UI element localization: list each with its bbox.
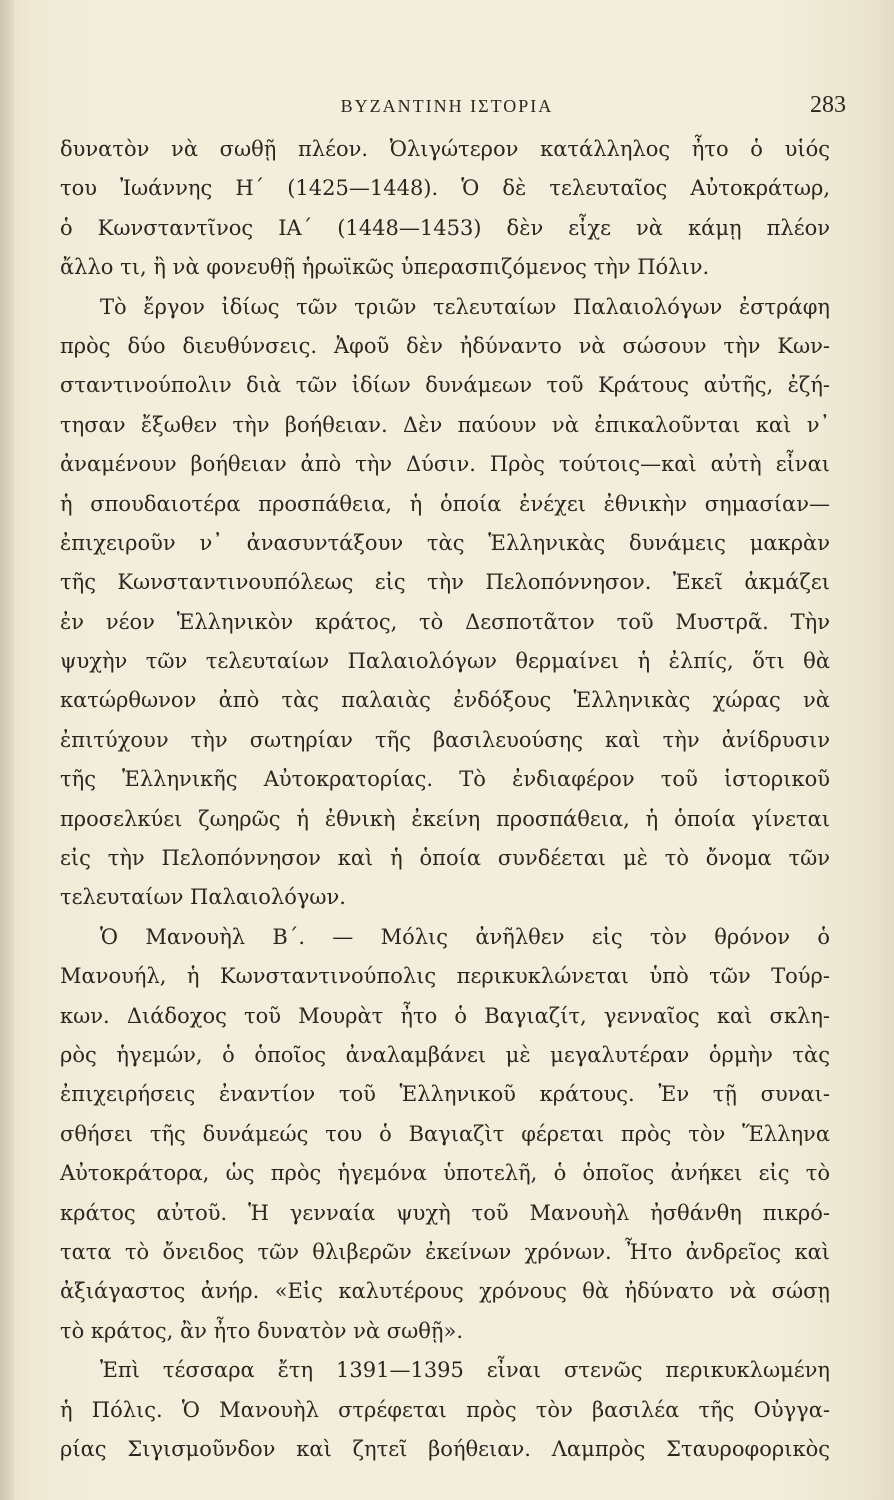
text-line: ἐπιχειροῦν ν᾽ ἀνασυντάξουν τὰς Ἑλληνικὰς δυνάμεις μακρὰν — [60, 530, 830, 555]
text-line: εἰς τὴν Πελοπόννησον καὶ ἡ ὁποία συνδέεται μὲ τὸ ὄνομα τῶν — [60, 846, 830, 871]
text-line: ἐπιτύχουν τὴν σωτηρίαν τῆς βασιλευούσης καὶ τὴν ἀνίδρυσιν — [60, 727, 830, 752]
text-line: Αὐτοκράτορα, ὡς πρὸς ἡγεμόνα ὑποτελῆ, ὁ ὁποῖος ἀνήκει εἰς τὸ — [60, 1161, 830, 1186]
text-line: τῆς Ἑλληνικῆς Αὐτοκρατορίας. Τὸ ἐνδιαφέρον τοῦ ἱστορικοῦ — [60, 767, 830, 792]
book-spine-shadow — [0, 0, 14, 1500]
text-line: προσελκύει ζωηρῶς ἡ ἐθνικὴ ἐκείνη προσπάθεια, ἡ ὁποία γίνεται — [60, 806, 830, 831]
running-title: ΒΥΖΑΝΤΙΝΗ ΙΣΤΟΡΙΑ — [340, 96, 554, 116]
text-line: του Ἰωάννης Η΄ (1425—1448). Ὁ δὲ τελευταῖος Αὐτοκράτωρ, — [60, 176, 830, 201]
paragraph-start-line: Ἐπὶ τέσσαρα ἔτη 1391—1395 εἶναι στενῶς περικυκλωμένη — [100, 1358, 830, 1383]
text-line: Μανουήλ, ἡ Κωνσταντινούπολις περικυκλώνεται ὑπὸ τῶν Τούρ- — [60, 964, 830, 989]
text-line: ἡ Πόλις. Ὁ Μανουὴλ στρέφεται πρὸς τὸν βασιλέα τῆς Οὐγγα- — [60, 1397, 830, 1422]
text-line: σταντινούπολιν διὰ τῶν ἰδίων δυνάμεων τοῦ Κράτους αὐτῆς, ἐζή- — [60, 373, 830, 398]
text-line: σθήσει τῆς δυνάμεώς του ὁ Βαγιαζὶτ φέρεται πρὸς τὸν Ἕλληνα — [60, 1121, 830, 1146]
body-text — [60, 130, 830, 1469]
text-line: ρίας Σιγισμοῦνδον καὶ ζητεῖ βοήθειαν. Λαμπρὸς Σταυροφορικὸς — [60, 1436, 830, 1461]
paragraph-start-line: Τὸ ἔργον ἰδίως τῶν τριῶν τελευταίων Παλαιολόγων ἐστράφη — [100, 294, 830, 319]
text-line: δυνατὸν νὰ σωθῇ πλέον. Ὀλιγώτερον κατάλληλος ἦτο ὁ υἱός — [60, 137, 830, 161]
text-line: ἡ σπουδαιοτέρα προσπάθεια, ἡ ὁποία ἐνέχει ἐθνικὴν σημασίαν— — [60, 491, 830, 516]
text-line: ἄλλο τι, ἢ νὰ φονευθῇ ἡρωϊκῶς ὑπερασπιζόμενος τὴν Πόλιν. — [60, 255, 710, 280]
text-line: τατα τὸ ὄνειδος τῶν θλιβερῶν ἐκείνων χρόνων. Ἦτο ἀνδρεῖος καὶ — [60, 1239, 830, 1264]
page-number: 283 — [810, 92, 846, 118]
text-line: τελευταίων Παλαιολόγων. — [60, 885, 346, 910]
running-header — [0, 92, 894, 122]
text-line: τησαν ἔξωθεν τὴν βοήθειαν. Δὲν παύουν νὰ ἐπικαλοῦνται καὶ ν᾽ — [60, 412, 830, 437]
text-line: ἀξιάγαστος ἀνήρ. «Εἰς καλυτέρους χρόνους θὰ ἠδύνατο νὰ σώσῃ — [60, 1279, 830, 1304]
text-line: ἐπιχειρήσεις ἐναντίον τοῦ Ἑλληνικοῦ κράτους. Ἐν τῇ συναι- — [60, 1082, 830, 1107]
text-line: ἐν νέον Ἑλληνικὸν κράτος, τὸ Δεσποτᾶτον τοῦ Μυστρᾶ. Τὴν — [60, 609, 830, 634]
text-line: ψυχὴν τῶν τελευταίων Παλαιολόγων θερμαίνει ἡ ἐλπίς, ὅτι θὰ — [60, 649, 830, 674]
text-line: ὁ Κωνσταντῖνος ΙΑ΄ (1448—1453) δὲν εἶχε νὰ κάμῃ πλέον — [60, 215, 830, 240]
text-line: κων. Διάδοχος τοῦ Μουρὰτ ἦτο ὁ Βαγιαζίτ, γενναῖος καὶ σκλη- — [60, 1003, 830, 1028]
text-line: κατώρθωνον ἀπὸ τὰς παλαιὰς ἐνδόξους Ἑλληνικὰς χώρας νὰ — [60, 688, 830, 713]
text-line: κράτος αὐτοῦ. Ἡ γενναία ψυχὴ τοῦ Μανουὴλ ἠσθάνθη πικρό- — [60, 1200, 830, 1225]
text-line: ἀναμένουν βοήθειαν ἀπὸ τὴν Δύσιν. Πρὸς τούτοις—καὶ αὐτὴ εἶναι — [60, 452, 830, 477]
text-line: ρὸς ἡγεμών, ὁ ὁποῖος ἀναλαμβάνει μὲ μεγαλυτέραν ὁρμὴν τὰς — [60, 1042, 830, 1067]
text-line: τὸ κράτος, ἂν ἦτο δυνατὸν νὰ σωθῇ». — [60, 1318, 463, 1343]
section-heading-line: Ὁ Μανουὴλ Β΄. — Μόλις ἀνῆλθεν εἰς τὸν θρόνον ὁ — [100, 924, 830, 949]
text-line: τῆς Κωνσταντινουπόλεως εἰς τὴν Πελοπόννησον. Ἐκεῖ ἀκμάζει — [60, 570, 830, 595]
text-line: πρὸς δύο διευθύνσεις. Ἀφοῦ δὲν ἠδύναντο νὰ σώσουν τὴν Κων- — [60, 333, 830, 358]
